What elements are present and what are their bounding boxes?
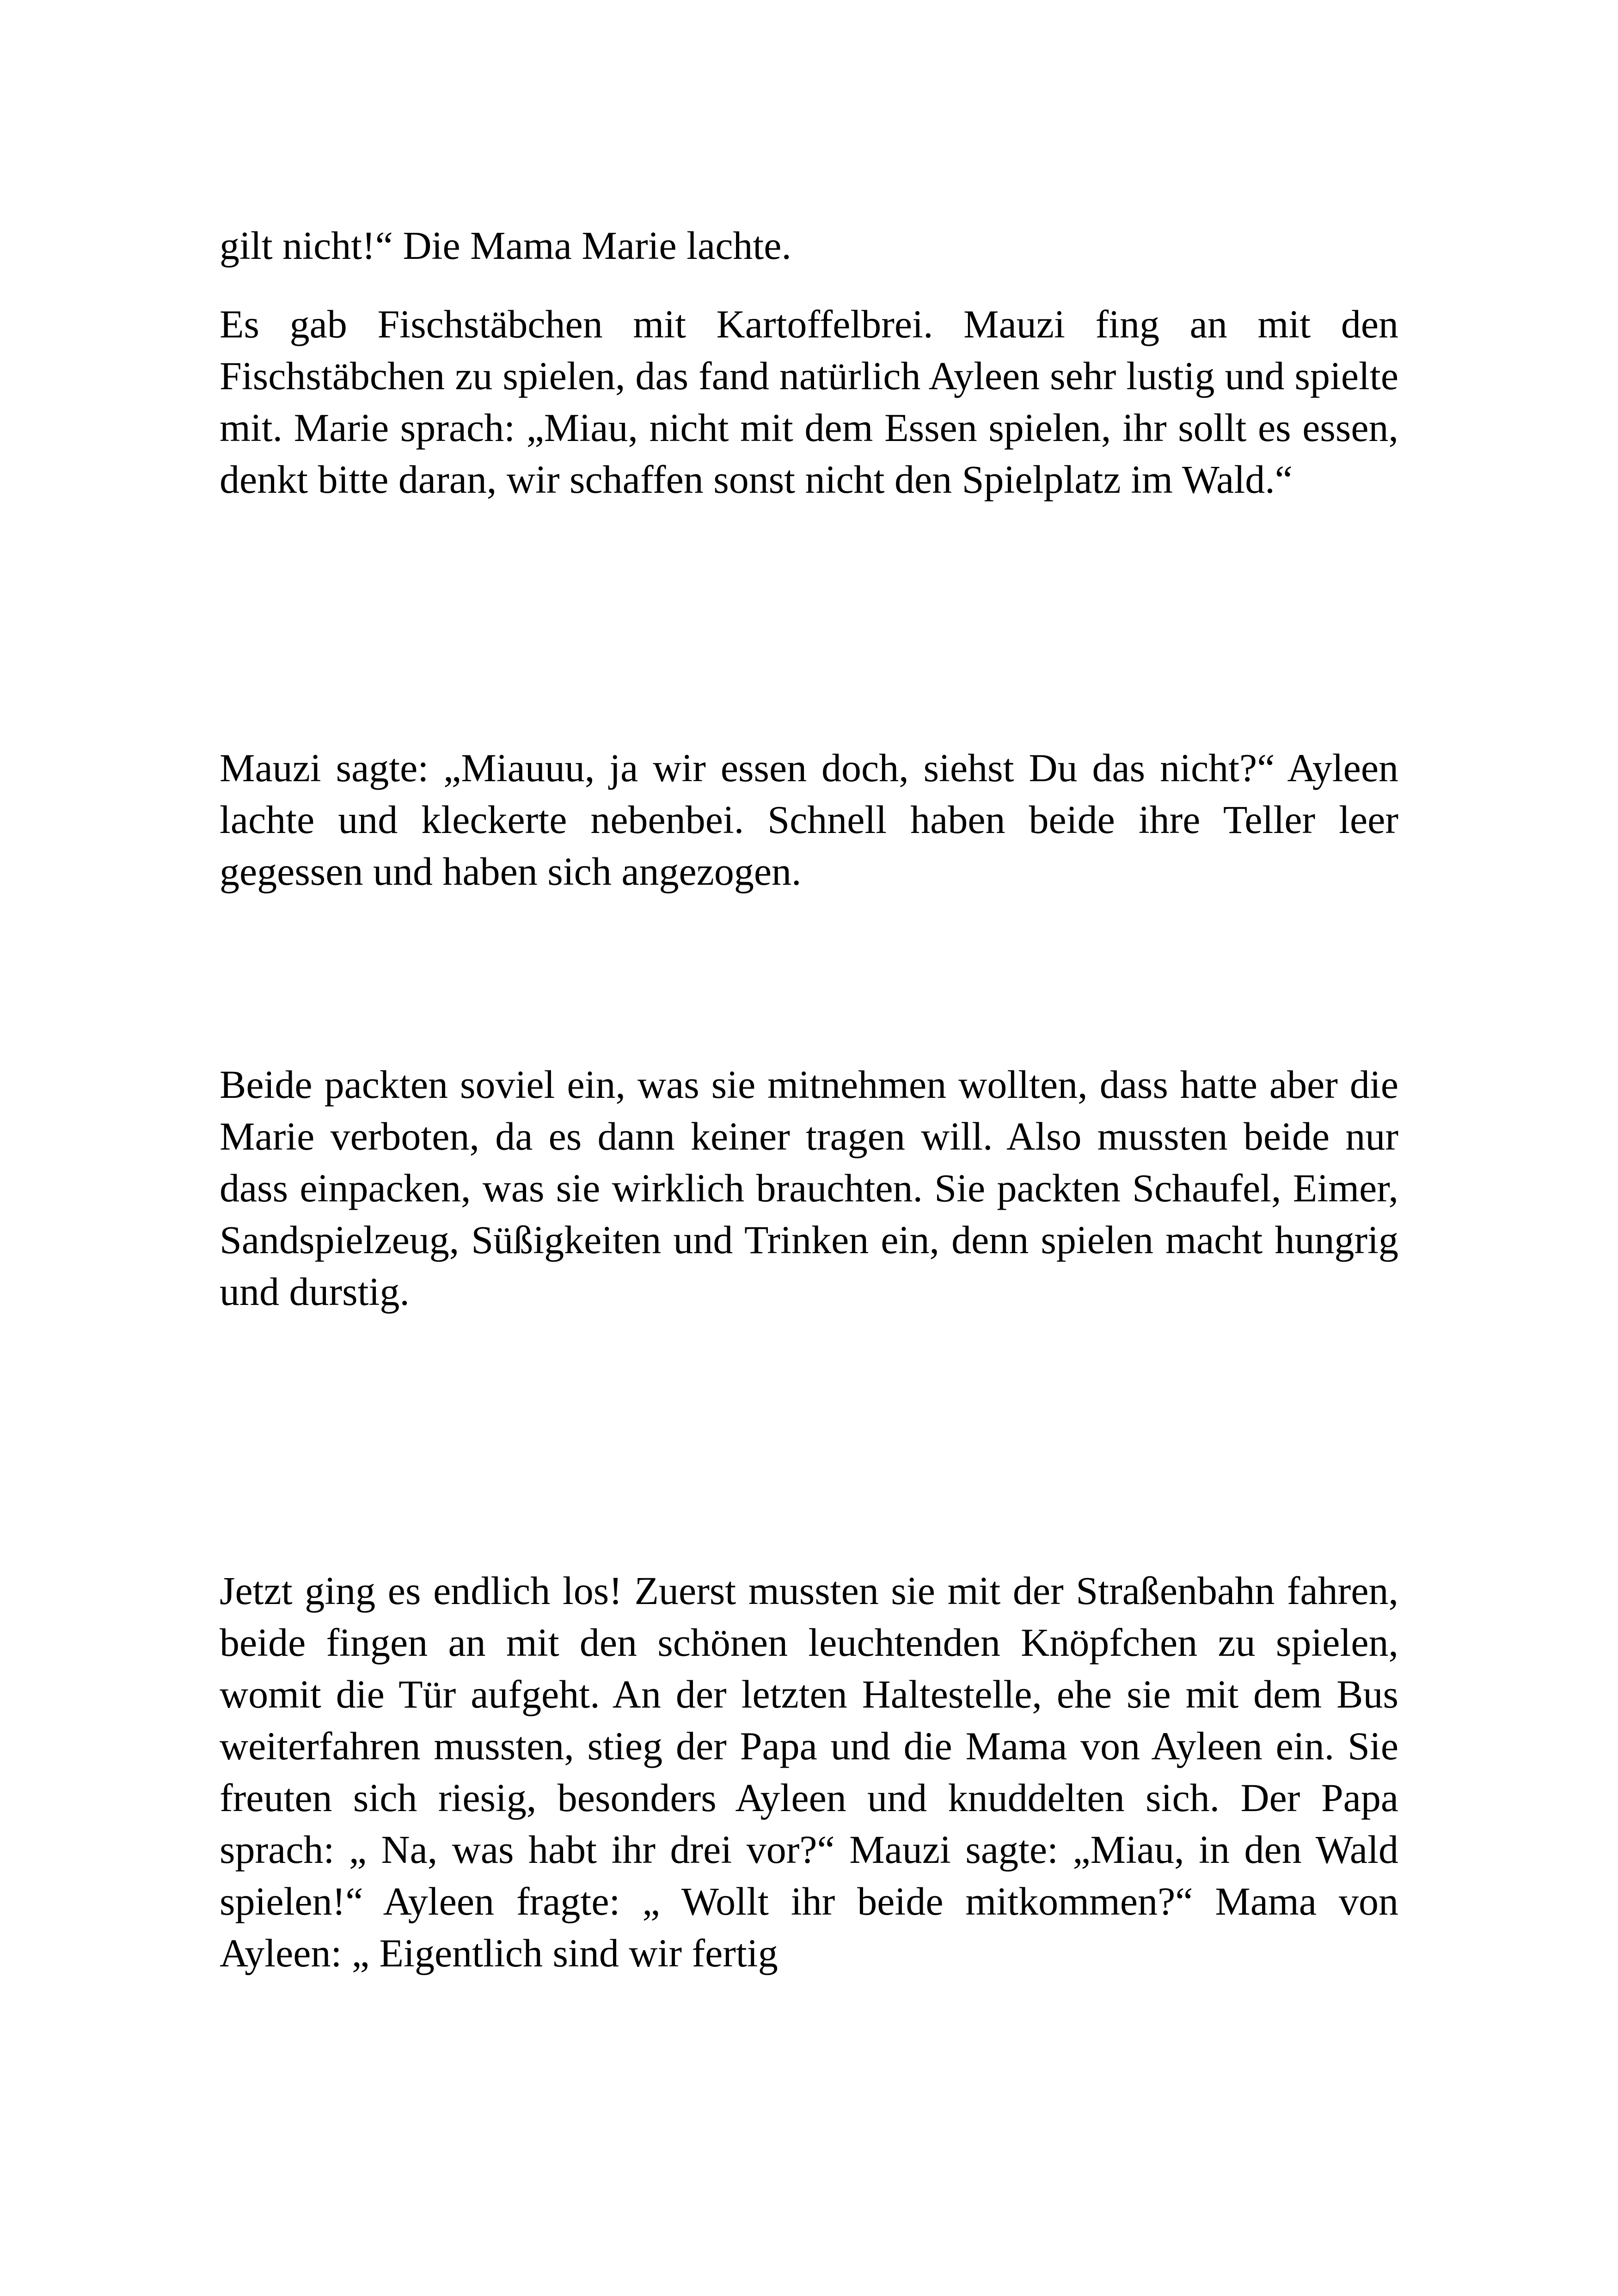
paragraph-1: gilt nicht!“ Die Mama Marie lachte. [220, 223, 791, 268]
paragraph-4: Beide packten soviel ein, was sie mitnehmen wollten, dass hatte aber die Marie verboten, da es dann keiner tragen will. Also mussten beide nur dass einpacken, was sie wirklich brauchten. Sie packten Schaufel, Eimer, Sandspielzeug, Süßigkeiten und Trinken ein, denn spielen macht hungrig und durstig. [220, 1062, 1398, 1314]
paragraph-3: Mauzi sagte: „Miauuu, ja wir essen doch, siehst Du das nicht?“ Ayleen lachte und kleckerte nebenbei. Schnell haben beide ihre Teller leer gegessen und haben sich angezogen. [220, 746, 1398, 894]
paragraph-5: Jetzt ging es endlich los! Zuerst mussten sie mit der Straßenbahn fahren, beide fingen an mit den schönen leuchtenden Knöpfchen zu spielen, womit die Tür aufgeht. An der letzten Haltestelle, ehe sie mit dem Bus weiterfahren mussten, stieg der Papa und die Mama von Ayleen ein. Sie freuten sich riesig, besonders Ayleen und knuddelten sich. Der Papa sprach: „ Na, was habt ihr drei vor?“ Mauzi sagte: „Miau, in den Wald spielen!“ Ayleen fragte: „ Wollt ihr beide mitkommen?“ Mama von Ayleen: „ Eigentlich sind wir fertig [220, 1568, 1398, 1975]
paragraph-2: Es gab Fischstäbchen mit Kartoffelbrei. Mauzi fing an mit den Fischstäbchen zu spielen, das fand natürlich Ayleen sehr lustig und spielte mit. Marie sprach: „Miau, nicht mit dem Essen spielen, ihr sollt es essen, denkt bitte daran, wir schaffen sonst nicht den Spielplatz im Wald.“ [220, 302, 1398, 502]
